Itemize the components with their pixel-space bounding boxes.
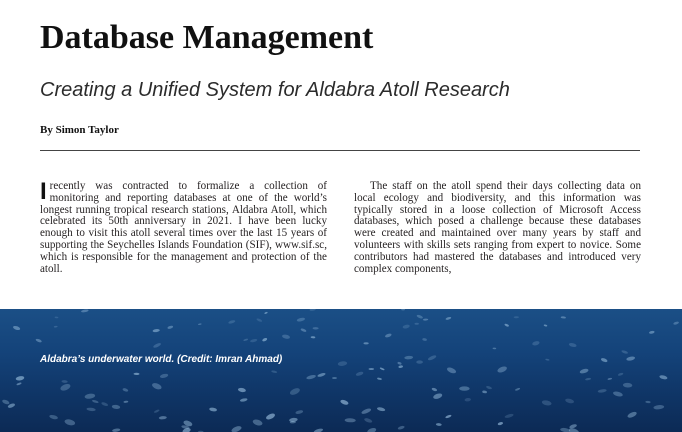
fish-shape [673,321,679,325]
fish-shape [81,309,89,313]
fish-shape [159,416,167,420]
fish-shape [64,418,76,426]
fish-shape [151,382,162,391]
fish-shape [228,320,236,325]
fish-shape [361,407,372,415]
fish-shape [423,318,428,320]
fish-shape [504,413,514,419]
underwater-photo [0,309,682,432]
fish-shape [313,327,319,330]
fish-shape [397,425,405,430]
fish-shape [459,386,469,390]
fish-shape [345,418,356,422]
left-column-text: recently was contracted to formalize a collection of monitoring and reporting databases at one of the world’s longest running tropical research stations, Aldabra Atoll, which celebrated its 50th anniversary in 2021. I have been lucky enough to visit this atoll several times over the last 15 years of supporting the Seychelles Islands Foundation (SIF), www.sif.sc, which is responsible for the management and protection of the atoll. [40,180,327,275]
fish-shape [377,377,382,380]
drop-cap: I [40,178,47,205]
fish-shape [436,423,442,426]
fish-shape [497,365,508,374]
fish-shape [493,348,497,350]
fish-shape [265,412,276,420]
fish-shape [385,333,392,338]
fish-shape [623,383,633,388]
fish-shape [416,314,423,319]
fish-shape [243,338,248,341]
fish-shape [585,377,591,380]
fish-shape [560,427,571,432]
fish-shape [240,398,248,403]
fish-shape [2,399,10,405]
fish-shape [252,418,263,426]
fish-shape [504,323,509,327]
fish-shape [482,390,487,393]
fish-shape [464,398,471,402]
fish-shape [497,422,503,426]
fish-shape [92,399,99,403]
fish-shape [532,340,540,346]
fish-shape [364,417,373,423]
fish-shape [15,375,24,381]
fish-shape [309,309,316,311]
fish-shape [289,387,301,397]
right-column-text: The staff on the atoll spend their days collecting data on local ecology and biodiversity, and this information was typically stored in a loose collection of Microsoft Access databases, which posed a challenge because these databases were created and maintained over many years by staff and volunteers with skills sets ranging from expert to novice. Some contributors had mastered the databases and introduced very complex components, [354,180,641,275]
article-column-left [40,178,327,275]
fish-shape [613,391,624,398]
article-byline: By Simon Taylor [40,124,119,136]
fish-shape [101,401,109,406]
fish-shape [398,365,403,368]
fish-shape [340,399,349,406]
fish-shape [154,409,160,413]
fish-shape [545,359,549,361]
fish-shape [167,325,173,329]
fish-shape [626,356,635,362]
fish-shape [653,405,664,410]
fish-shape [86,407,95,411]
fish-shape [445,414,452,419]
fish-shape [122,387,128,392]
fish-shape [112,428,121,432]
fish-shape [35,338,42,343]
fish-shape [296,317,305,322]
fish-shape [264,311,268,314]
fish-shape [256,318,262,323]
fish-shape [311,336,316,338]
article-column-right [354,181,641,275]
fish-shape [380,367,385,371]
fish-shape [621,350,628,355]
fish-shape [313,428,323,432]
fish-shape [61,380,67,383]
fish-shape [649,330,655,334]
fish-shape [432,392,442,399]
fish-shape [332,377,337,379]
fish-shape [627,411,638,419]
fish-shape [607,378,612,381]
fish-shape [59,383,71,392]
fish-shape [16,382,22,386]
fish-shape [569,423,578,429]
fish-shape [282,334,291,339]
fish-shape [618,372,624,376]
fish-shape [541,400,552,407]
fish-shape [250,338,258,342]
fish-shape [160,373,169,379]
fish-shape [112,404,121,409]
fish-shape [645,401,650,404]
photo-caption: Aldabra’s underwater world. (Credit: Imran Ahmad) [40,354,283,365]
fish-shape [579,368,589,374]
fish-shape [271,370,277,373]
fish-shape [238,387,247,392]
fish-shape [544,324,548,327]
fish-shape [600,357,608,363]
fish-shape [262,337,268,342]
fish-shape [514,316,519,318]
fish-shape [317,372,326,377]
fish-shape [198,323,202,325]
fish-shape [209,407,217,412]
fish-shape [338,361,348,367]
fish-shape [427,354,437,361]
fish-shape [133,373,139,375]
fish-shape [422,338,427,341]
fish-shape [397,361,402,365]
fish-shape [486,385,493,389]
fish-shape [404,356,413,360]
fish-shape [363,342,368,344]
fish-shape [153,342,162,348]
fish-shape [561,316,566,319]
fish-shape [598,389,607,394]
fish-shape [401,309,405,311]
fish-shape [416,360,423,363]
fish-shape [445,316,451,320]
fish-school-graphic [0,309,682,432]
fish-shape [366,427,376,432]
fish-shape [355,371,363,377]
fish-shape [377,407,386,412]
fish-shape [49,414,58,420]
fish-shape [565,398,575,404]
fish-shape [54,326,58,328]
fish-shape [515,387,521,391]
article-subtitle: Creating a Unified System for Aldabra Atoll Research [40,79,510,101]
fish-shape [306,374,316,380]
fish-shape [55,316,59,318]
fish-shape [231,425,243,432]
fish-shape [123,400,128,403]
fish-shape [13,325,21,331]
header-divider [40,150,640,151]
fish-shape [568,342,576,347]
article-title: Database Management [40,19,374,56]
fish-shape [402,324,410,329]
fish-shape [369,368,375,370]
fish-shape [300,328,307,333]
fish-shape [84,393,95,399]
fish-shape [152,329,160,333]
fish-shape [295,410,303,415]
fish-shape [659,375,668,380]
fish-shape [446,366,457,374]
fish-shape [431,387,437,391]
fish-shape [415,323,419,325]
